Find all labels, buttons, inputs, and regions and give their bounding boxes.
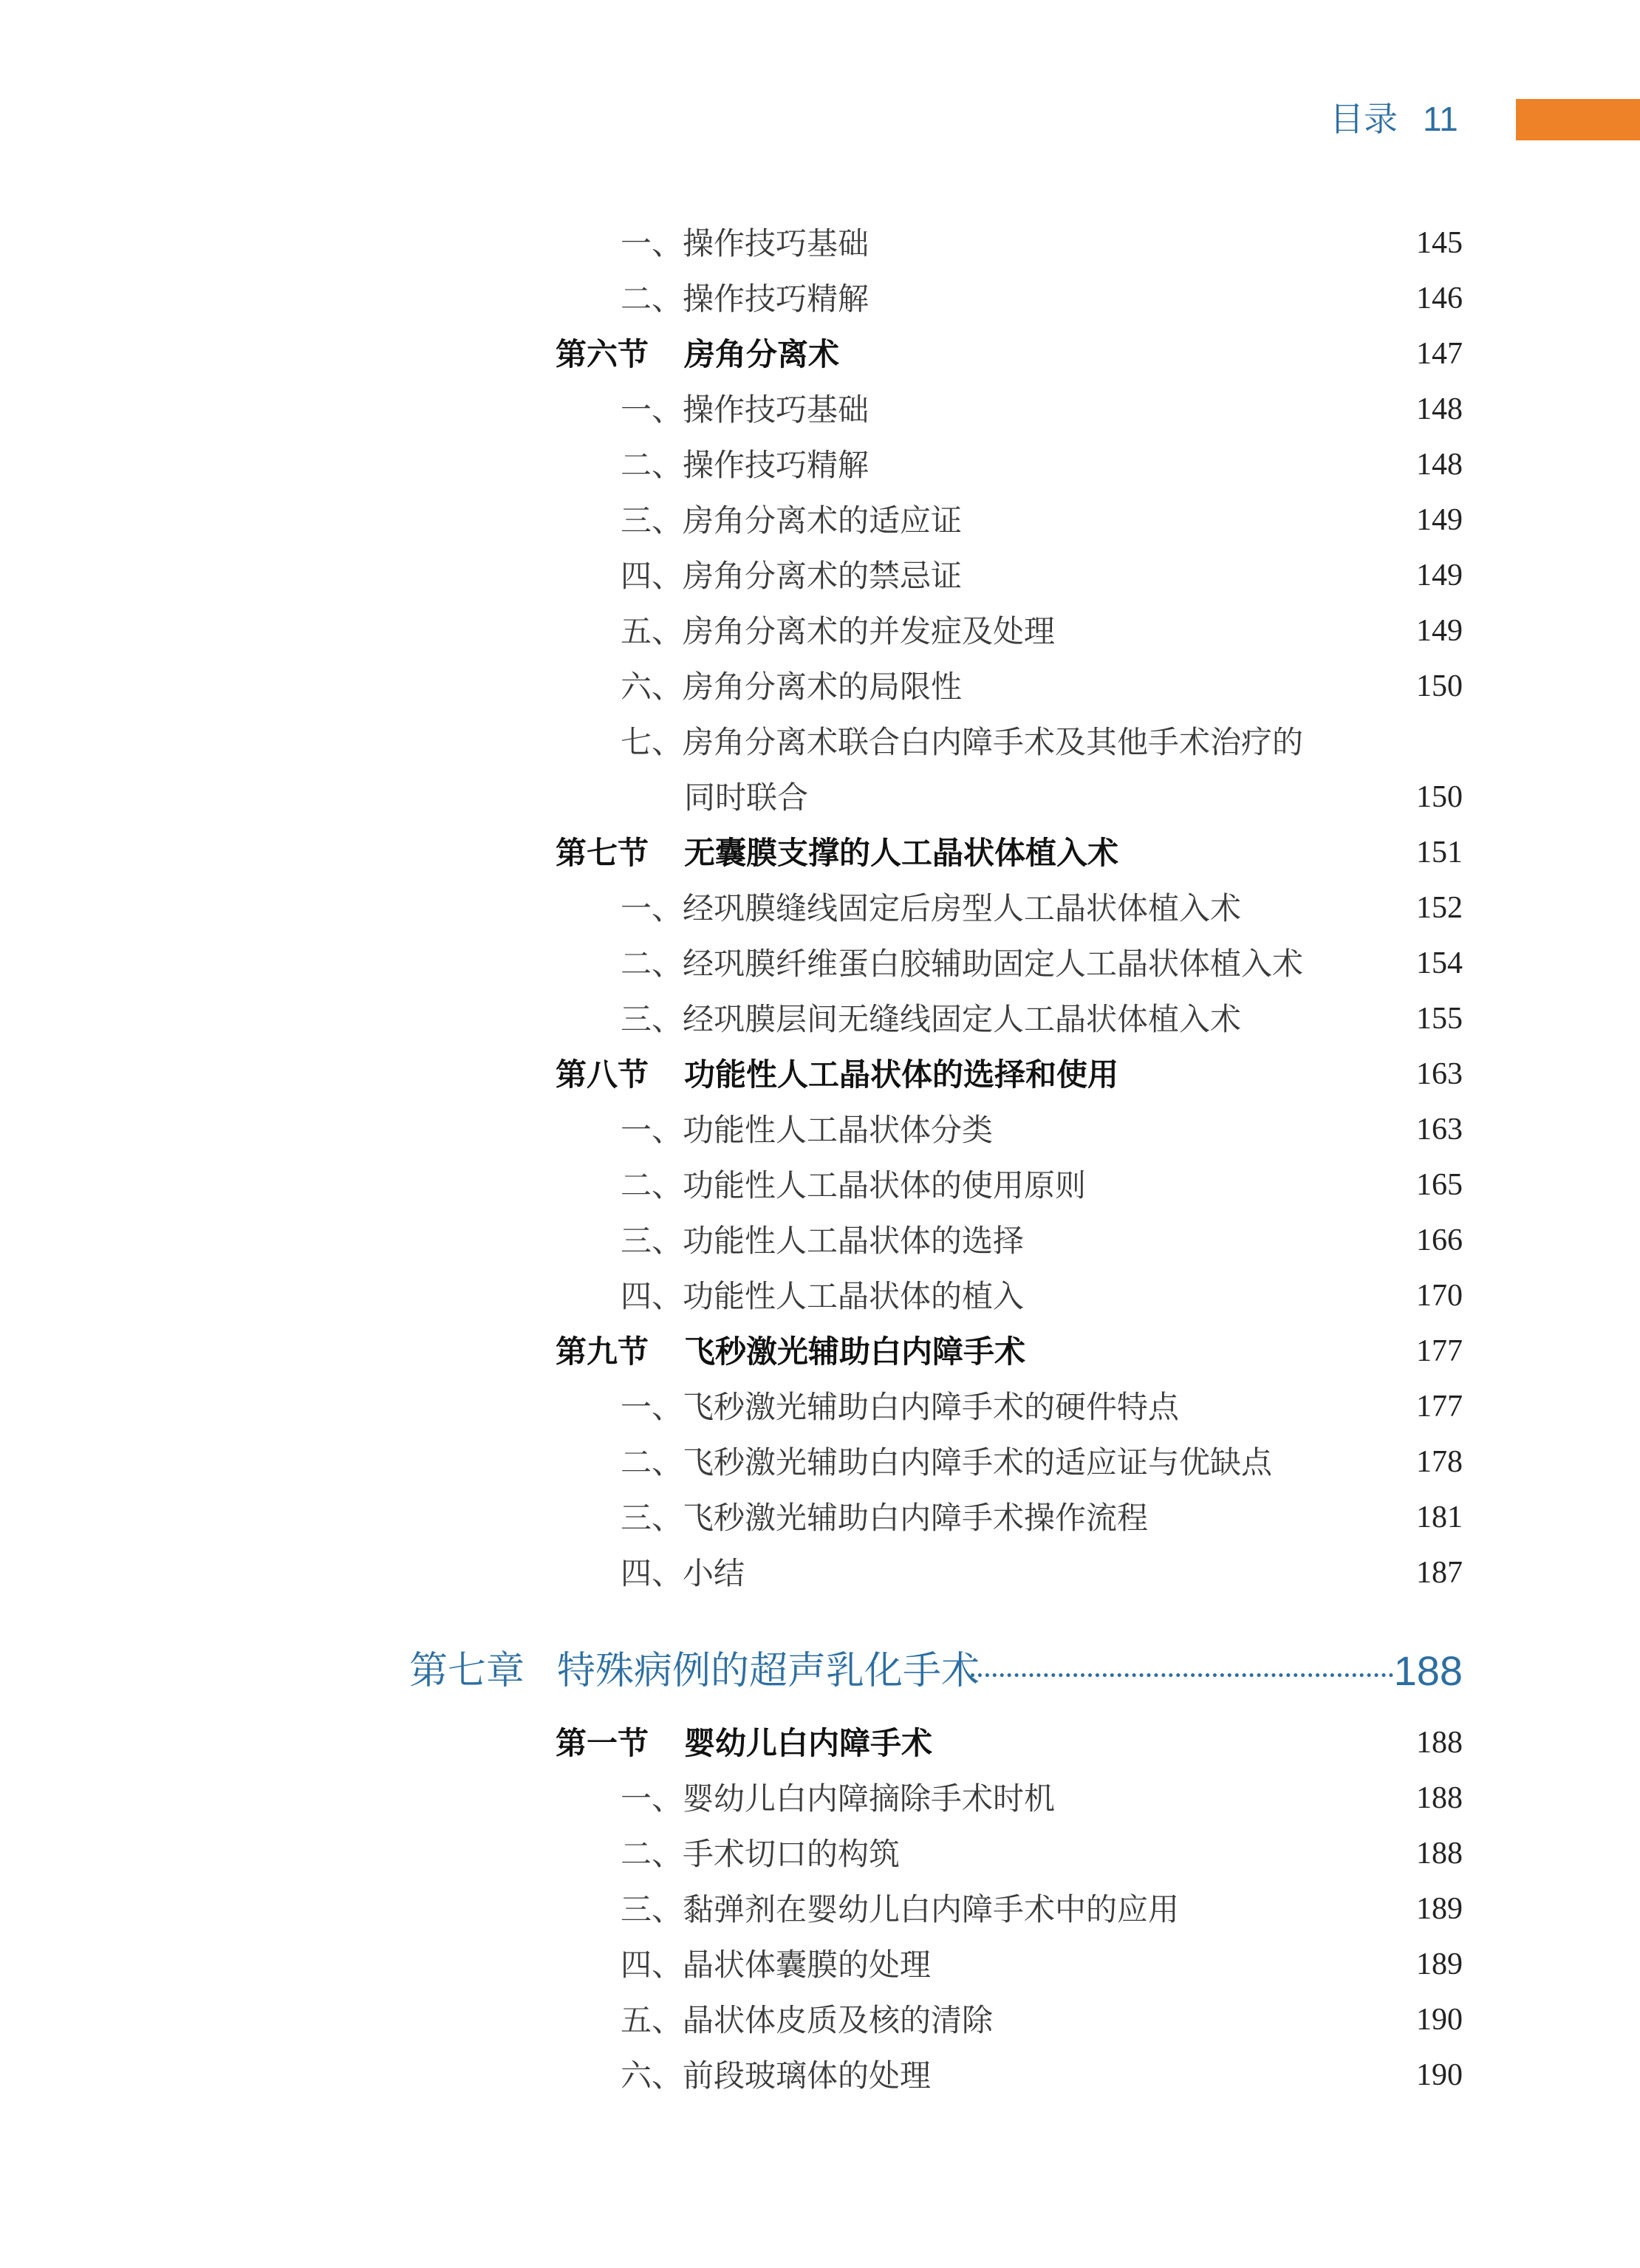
toc-section[interactable] <box>0 1715 1640 1771</box>
toc-entry-title: 四、小结 <box>621 1555 745 1591</box>
toc-entry-continuation[interactable] <box>0 770 1640 825</box>
toc-entry-title: 六、前段玻璃体的处理 <box>621 2057 932 2094</box>
section-number: 第六节 <box>556 336 649 372</box>
toc-entry-title: 四、晶状体囊膜的处理 <box>621 1947 932 1983</box>
toc-entry-page: 189 <box>1416 1892 1463 1926</box>
toc-entry-page: 149 <box>1416 559 1463 592</box>
toc-entry-page: 152 <box>1416 891 1463 925</box>
toc-entry-title: 三、功能性人工晶状体的选择 <box>621 1223 1025 1259</box>
toc-section[interactable] <box>0 1047 1640 1102</box>
toc-entry-page: 145 <box>1416 226 1463 260</box>
running-head-title: 目录 <box>1330 99 1398 139</box>
toc-entry-page: 166 <box>1416 1223 1463 1257</box>
toc-entry-page: 155 <box>1416 1002 1463 1036</box>
toc-entry-title: 一、婴幼儿白内障摘除手术时机 <box>621 1780 1056 1817</box>
toc-entry-title: 三、黏弹剂在婴幼儿白内障手术中的应用 <box>621 1891 1180 1927</box>
toc-entry[interactable] <box>0 1937 1640 1992</box>
toc-entry-page: 165 <box>1416 1168 1463 1202</box>
toc-entry[interactable] <box>0 1435 1640 1490</box>
toc-section[interactable] <box>0 327 1640 382</box>
section-number: 第九节 <box>556 1333 649 1370</box>
toc-entry-page: 188 <box>1416 1837 1463 1871</box>
toc-entry-page: 149 <box>1416 614 1463 648</box>
section-page: 177 <box>1416 1334 1463 1368</box>
toc-entry-page: 146 <box>1416 281 1463 315</box>
toc-entry-title: 二、经巩膜纤维蛋白胶辅助固定人工晶状体植入术 <box>621 946 1304 982</box>
toc-entry[interactable] <box>0 216 1640 271</box>
toc-entry-page: 150 <box>1416 669 1463 703</box>
toc-entry[interactable] <box>0 1213 1640 1268</box>
toc-entry-page: 188 <box>1416 1781 1463 1815</box>
toc-entry[interactable] <box>0 382 1640 437</box>
toc-entry[interactable] <box>0 548 1640 604</box>
toc-entry[interactable] <box>0 1882 1640 1937</box>
toc-entry-page: 148 <box>1416 448 1463 482</box>
toc-entry[interactable] <box>0 1268 1640 1324</box>
toc-entry-title: 二、操作技巧精解 <box>621 447 869 483</box>
toc-entry-page: 150 <box>1416 780 1463 814</box>
toc-entry-title: 四、房角分离术的禁忌证 <box>621 558 963 594</box>
section-page: 163 <box>1416 1057 1463 1091</box>
section-title: 飞秒激光辅助白内障手术 <box>684 1333 1026 1370</box>
toc-entry[interactable] <box>0 659 1640 714</box>
toc-entry[interactable] <box>0 1379 1640 1435</box>
toc-entry-title: 二、功能性人工晶状体的使用原则 <box>621 1167 1087 1203</box>
toc-entry-title: 六、房角分离术的局限性 <box>621 669 963 705</box>
toc-entry-page: 163 <box>1416 1113 1463 1147</box>
toc-entry-title: 一、飞秒激光辅助白内障手术的硬件特点 <box>621 1389 1180 1425</box>
page-number: 11 <box>1423 100 1458 138</box>
toc-entry-title: 同时联合 <box>684 779 809 816</box>
toc-entry-title: 三、经巩膜层间无缝线固定人工晶状体植入术 <box>621 1001 1242 1037</box>
toc-entry-page: 190 <box>1416 2003 1463 2037</box>
section-title: 无囊膜支撑的人工晶状体植入术 <box>684 835 1119 871</box>
dot-leader <box>971 1673 1393 1677</box>
toc-entry[interactable] <box>0 1771 1640 1826</box>
toc-entry[interactable] <box>0 1826 1640 1882</box>
toc-entry-title: 二、飞秒激光辅助白内障手术的适应证与优缺点 <box>621 1444 1273 1480</box>
toc-entry[interactable] <box>0 437 1640 493</box>
toc-entry-title: 七、房角分离术联合白内障手术及其他手术治疗的 <box>621 724 1304 760</box>
toc-entry[interactable] <box>0 271 1640 327</box>
toc-entry[interactable] <box>0 1158 1640 1213</box>
toc-entry-page: 178 <box>1416 1445 1463 1479</box>
toc-entry[interactable] <box>0 493 1640 548</box>
section-title: 房角分离术 <box>684 336 840 372</box>
toc-chapter[interactable] <box>0 1638 1640 1704</box>
section-number: 第一节 <box>556 1725 649 1761</box>
toc-entry-page: 148 <box>1416 392 1463 426</box>
toc-entry[interactable] <box>0 1992 1640 2048</box>
toc-section[interactable] <box>0 1324 1640 1379</box>
toc-section[interactable] <box>0 825 1640 881</box>
toc-entry-page: 189 <box>1416 1947 1463 1981</box>
chapter-title: 特殊病例的超声乳化手术 <box>557 1649 980 1693</box>
toc-entry[interactable] <box>0 2048 1640 2103</box>
toc-entry-page: 154 <box>1416 946 1463 980</box>
toc-entry-title: 一、经巩膜缝线固定后房型人工晶状体植入术 <box>621 890 1242 926</box>
toc-entry-title: 五、房角分离术的并发症及处理 <box>621 613 1056 649</box>
toc-entry[interactable] <box>0 714 1640 770</box>
toc-entry-page: 177 <box>1416 1390 1463 1424</box>
toc-entry[interactable] <box>0 1490 1640 1545</box>
toc-entry-page: 190 <box>1416 2058 1463 2092</box>
toc-entry-title: 一、操作技巧基础 <box>621 392 869 428</box>
toc-entry-title: 四、功能性人工晶状体的植入 <box>621 1278 1025 1314</box>
chapter-page: 188 <box>1393 1647 1463 1694</box>
toc-entry[interactable] <box>0 936 1640 991</box>
section-number: 第七节 <box>556 835 649 871</box>
toc-entry-page: 149 <box>1416 503 1463 537</box>
section-title: 功能性人工晶状体的选择和使用 <box>684 1056 1119 1093</box>
section-page: 147 <box>1416 337 1463 371</box>
toc-entry-title: 三、飞秒激光辅助白内障手术操作流程 <box>621 1500 1149 1536</box>
toc-entry[interactable] <box>0 991 1640 1047</box>
toc-entry-page: 170 <box>1416 1279 1463 1313</box>
toc-entry[interactable] <box>0 604 1640 659</box>
section-page: 188 <box>1416 1726 1463 1760</box>
toc-entry[interactable] <box>0 1102 1640 1158</box>
section-number: 第八节 <box>556 1056 649 1093</box>
toc-entry[interactable] <box>0 1545 1640 1601</box>
toc-entry-page: 187 <box>1416 1556 1463 1590</box>
toc-entry-title: 二、手术切口的构筑 <box>621 1836 901 1872</box>
toc-entry-title: 一、操作技巧基础 <box>621 225 869 262</box>
toc-entry[interactable] <box>0 881 1640 936</box>
toc-entry-page: 181 <box>1416 1500 1463 1534</box>
toc-entry-title: 一、功能性人工晶状体分类 <box>621 1112 994 1148</box>
toc-entry-title: 三、房角分离术的适应证 <box>621 502 963 539</box>
section-page: 151 <box>1416 836 1463 870</box>
toc-entry-title: 二、操作技巧精解 <box>621 281 869 317</box>
chapter-number: 第七章 <box>409 1649 525 1693</box>
toc-entry-title: 五、晶状体皮质及核的清除 <box>621 2002 994 2038</box>
section-title: 婴幼儿白内障手术 <box>684 1725 933 1761</box>
